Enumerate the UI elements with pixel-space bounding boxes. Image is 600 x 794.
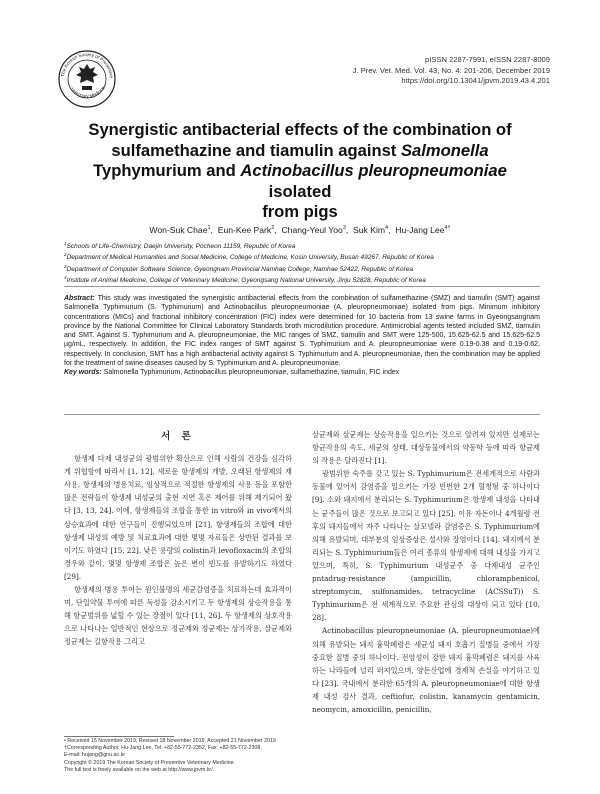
title-line-4: from pigs	[262, 202, 338, 221]
abstract-section	[64, 294, 540, 378]
abstract-label: Abstract:	[64, 295, 95, 302]
author-list: Won-Suk Chae$^1$, Eun-Kee Park$^2$, Chang-Yeul Yoo$^3$, Suk Kim$^4$, Hu-Jang Lee$^{4\dagger}$	[149, 225, 451, 235]
abstract-text: This study was investigated the synergistic antibacterial effects from the combination of sulfamethazine (SMZ) and tiamulin (SMT) against Salmonella Typhimurium (S. Typhimurium) and Actinobacillus pleuropneumoniae (A. pleuropneumoniae) isolated from pigs. Minimum inhibitory concentrations (MICs) and fractional inhibitory concentration (FIC) index were determined for 10 bacteria from 13 swine farms in Gyeongsangnam province by the National Committee for Clinical Laboratory Standards broth microdilution procedure. Antimicrobial agents tested included SMZ, tiamulin and SMT. Against S. Typhimurium and A. pleuropneumoniae, the MIC ranges of SMZ, tiamulin and SMT were 125-500, 15.625-62.5 and 15.625-62.5 µg/mL, respectively. In addition, the FIC index ranges of SMT against S. Typhimurium and A. pleuropneumoniae were 0.19-0.38 and 0.19-0.62, respectively. In conclusion, SMT has a high antibacterial activity against S. Typhimurium and A. pleuropneumoniae, then the combination may be applied for the treatment of swine diseases caused by S. Typhimurium and A. pleuropneumoniae.	[64, 295, 540, 368]
abstract-bottom-rule	[64, 414, 540, 415]
title-line-3-text: Typhymurium and	[93, 161, 241, 180]
fulltext-line: The full text is freely available on the web at http://www.jpvm.kr/.	[64, 766, 215, 773]
svg-text:Veterinary Medicine: Veterinary Medicine	[69, 85, 106, 99]
received-dates: • Received 15 November 2019, Revised 18 November 2019, Accepted 21 November 2019	[64, 738, 276, 744]
author-name: Eun-Kee Park	[217, 225, 272, 235]
affiliation	[64, 274, 544, 285]
affiliation-list	[64, 240, 544, 285]
title-line-1: Synergistic antibacterial effects of the combination of	[88, 120, 512, 139]
affiliation	[64, 263, 544, 274]
title-line-3	[60, 161, 540, 202]
affiliation-sup: 2	[64, 252, 67, 258]
author-sup: 2	[271, 225, 275, 232]
author-sup: 4†	[444, 225, 451, 232]
author-name: Chang-Yeul Yoo	[281, 225, 343, 235]
title-line-2	[60, 141, 540, 162]
title-line-2-text: sulfamethazine and tiamulin against	[111, 140, 401, 160]
body-paragraph: 항생제 다제 내성균의 광범위한 확산으로 인해 사람의 건강을 심각하게 위협함에 따라서 [1, 12], 새로운 항생제의 개발, 오래된 항생제의 재사용, 항생제의 병용치료, 임상적으로 적절한 항생제의 사용 등을 포함한 많은 전략들이 항생제 내성균의 출현 지연 혹은 제어를 위해 제기되어 왔다 [3, 13, 24]. 이에, 항생제들의 조합을 통한 in vitro와 in vivo에서의 상승효과에 대한 연구들이 진행되었으며 [21], 항생제들의 조합에 대한 항생제 내성의 예방 및 치료효과에 대한 몇몇 자료들은 상반된 결과를 보이기도 하였다 [15, 22]. 낮은 용량의 colistin과 levofloxacin의 조합의 경우와 같이, 몇몇 항생제 조합은 높은 변이 빈도를 유발하기도 하였다 [29].	[64, 454, 292, 581]
author-name: Hu-Jang Lee	[395, 225, 445, 235]
doi-link[interactable]: https://doi.org/10.13041/jpvm.2019.43.4.201	[401, 76, 550, 85]
journal-header	[353, 55, 550, 87]
author	[353, 225, 388, 235]
keywords-line	[64, 368, 540, 377]
author-name: Suk Kim	[353, 225, 386, 235]
author	[395, 225, 450, 235]
affiliation-text: Department of Computer Software Science, Gyeongnam Provincial Namhae College, Namhae 52422, Republic of Korea	[66, 265, 414, 273]
affiliation-sup: 1	[64, 241, 67, 246]
svg-text:The Korean Society of Preventi: The Korean Society of Preventive	[60, 51, 114, 79]
author	[218, 225, 275, 235]
author-sup: 4	[385, 225, 389, 232]
journal-citation: J. Prev. Vet. Med. Vol. 43, No. 4: 201-206, December 2019	[352, 65, 550, 75]
abstract-paragraph	[64, 294, 540, 368]
society-seal	[58, 50, 116, 108]
affiliation-text: Schools of Life-Chemistry, Daejin University, Pocheon 11159, Republic of Korea	[66, 243, 296, 251]
footnote	[64, 738, 292, 774]
author-name: Won-Suk Chae	[149, 225, 208, 235]
body-column-right	[312, 428, 540, 716]
footnote-rule	[64, 736, 174, 737]
issn-line: pISSN 2287-7991, eISSN 2287-8009	[425, 55, 550, 64]
corresponding-email[interactable]: E-mail: hujang@gnu.ac.kr	[64, 752, 126, 759]
body-paragraph: 살균제와 살균제는 상승작용을 일으키는 것으로 알려져 있지만 실제로는 항균작용의 속도, 세균의 상태, 대상동물에서의 약동학 등에 따라 항균제의 작용은 달라진다 [1].	[312, 430, 540, 466]
author-sup: 1	[207, 225, 211, 232]
title-line-3-post: isolated	[268, 181, 332, 201]
affiliation-sup: 3	[64, 263, 67, 269]
author-sup: 3	[342, 225, 346, 232]
deer-emblem-icon	[58, 50, 116, 108]
affiliation-text: Department of Medical Humanities and Social Medicine, College of Medicine, Kosin University, Busan 49267, Republic of Korea	[66, 254, 434, 262]
body-column-left	[64, 428, 292, 649]
body-paragraph: 광범위한 숙주를 갖고 있는 S. Typhimurium은 전세계적으로 사람과 동물에 있어서 감염증을 일으키는 가장 빈번한 2개 혈청형 중 하나이다 [9]. 소와 돼지에서 분리되는 S. Typhimurium은 항생제 내성을 나타내는 균주들이 많은 것으로 보고되고 있다 [25]. 이유 자돈이나 4개월령 전후의 돼지들에서 자주 나타나는 살모넬라 감염증은 S. Typhimurium에 의해 유발되며, 대부분의 임상증상은 설사와 장염이다 [14]. 돼지에서 분리되는 S. Typhimurium들은 여러 종류의 항생제에 대해 내성을 가지고 있으며, 특히, S. Typhimurium 내성균주 중 다제내성 균주인 pntadrug-resistance (ampicillin, chloramphenicol, streptomycin, sulfonamides, tetracycline (ACSSuT)) S. Typhimurium은 전 세계적으로 주요한 관심의 대상이 되고 있다 [10, 28].	[312, 469, 540, 623]
keywords-label: Key words:	[64, 369, 102, 377]
article-title	[60, 120, 540, 223]
affiliation-sup: 4	[64, 275, 67, 281]
author	[149, 225, 210, 235]
abstract-top-rule	[64, 286, 540, 287]
author	[281, 225, 345, 235]
title-organism-actinobacillus: Actinobacillus pleuropneumoniae	[240, 161, 507, 180]
title-organism-salmonella: Salmonella	[400, 140, 489, 160]
section-heading-introduction: 서 론	[161, 431, 195, 442]
body-paragraph: 항생제의 병용 투여는 원인불명의 세균감염증을 치료하는데 효과적이며, 단일약물 투여에 따른 독성을 감소시키고 두 항생제의 상승작용을 통해 항균범위를 넓힐 수 있는 장점이 있다 [11, 26]. 두 항생제의 상호작용으로 나타나는 일반적인 현상으로 정균제와 정균제는 상가작용, 살균제와 정균제는 길항작용 그리고	[64, 585, 292, 647]
affiliation-text: Institute of Animal Medicine, College of Veterinary Medicine, Gyeongsang National University, Jinju 52828, Republic of Korea	[66, 277, 426, 285]
affiliation	[64, 240, 544, 251]
affiliation	[64, 251, 544, 262]
keywords-text: Salmonella Typhimurium, Actinobacillus pleuropneumoniae, sulfamethazine, tiamulin, FIC index	[103, 369, 400, 377]
body-paragraph: Actinobacillus pleuropneumoniae (A. pleuropneumoniae)에 의해 유발되는 돼지 흉막폐렴은 세균성 돼지 호흡기 질병들 중에서 가장 중요한 질병 중의 하나이다. 전염성이 강한 돼지 흉막폐렴은 돼지를 사육하는 나라들에 널리 퍼져있으며, 양돈산업에 경제적 손실을 야기하고 있다 [23]. 국내에서 분리한 65개의 A. pleuropneumoniae에 대한 항생제 내성 검사 결과, ceftiofur, colistin, kanamycin gentamicin, neomycin, amoxicillin, penicillin,	[312, 626, 540, 714]
copyright-line: Copyright © 2019 The Korean Society of Preventive Veterinary Medicine.	[64, 759, 236, 766]
corresponding-author: †Corresponding Author. Hu-Jang Lee, Tel: +82-55-772-2352, Fax: +82-55-772-2308,	[64, 745, 262, 752]
